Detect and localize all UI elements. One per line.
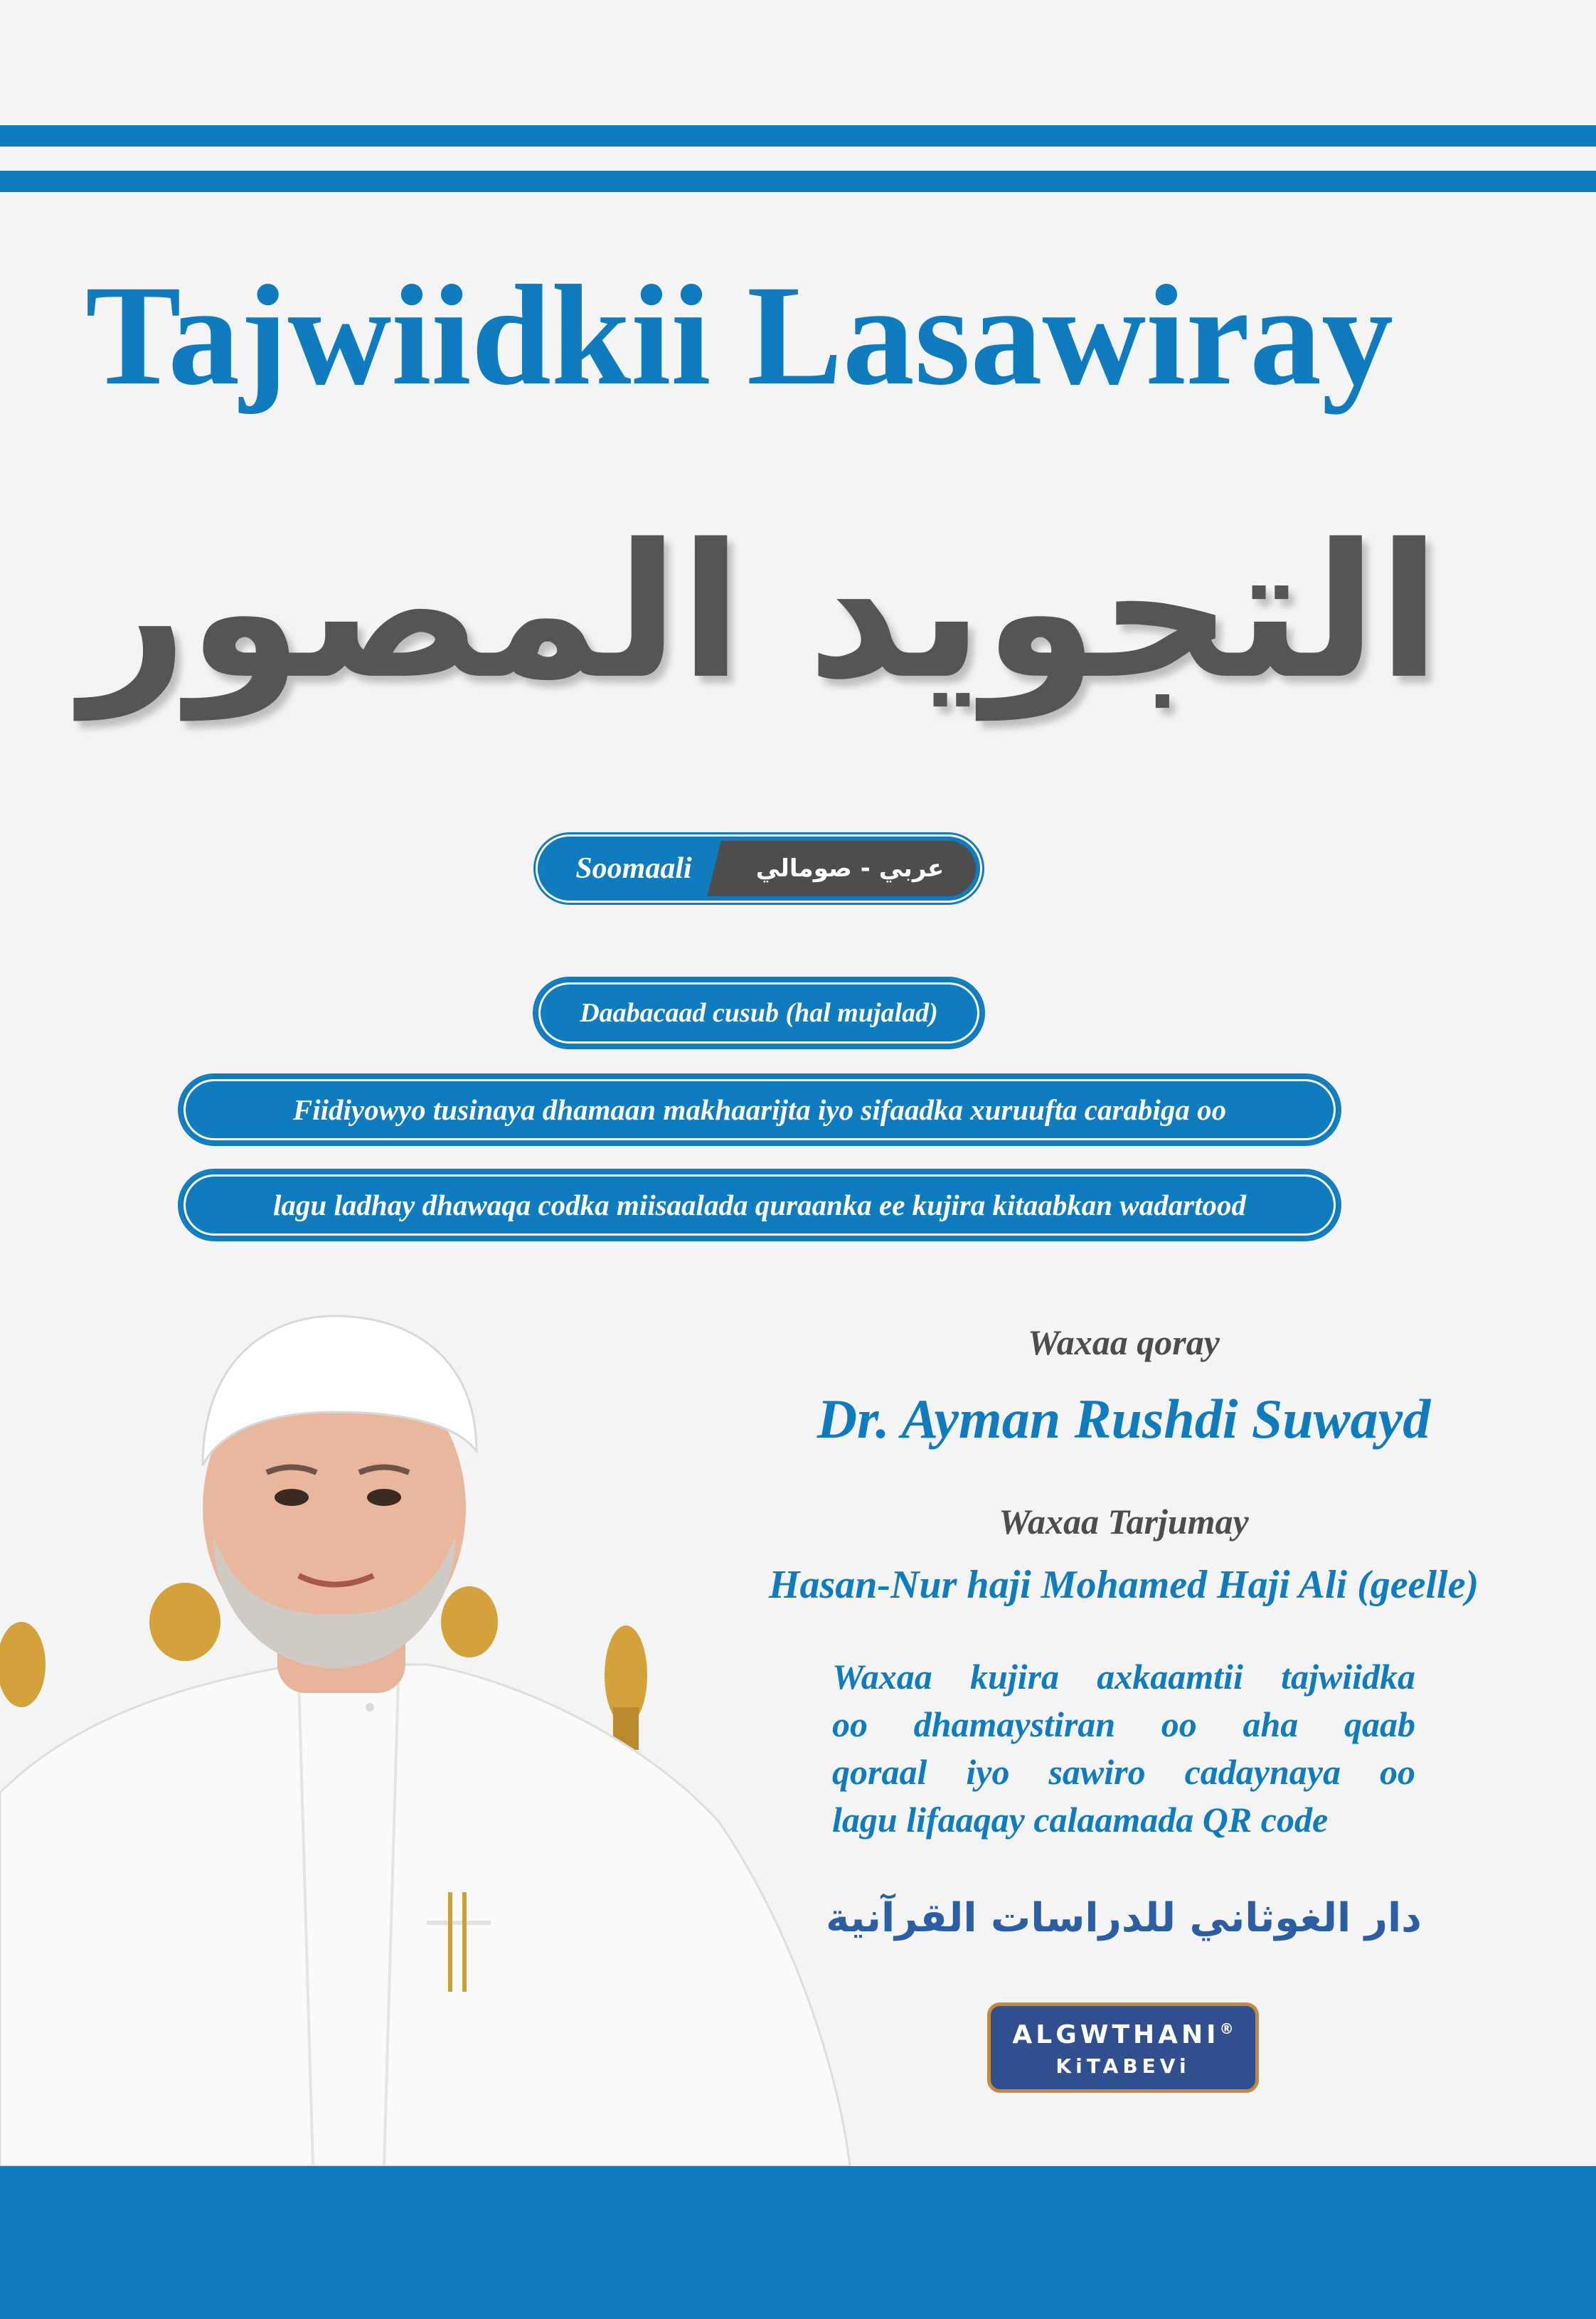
top-stripe-1 [0, 125, 1596, 147]
book-title: Tajwiidkii Lasawiray [85, 255, 1394, 415]
description-line: oo dhamaystiran oo aha qaab [832, 1704, 1415, 1744]
arabic-calligraphy-title [81, 441, 1441, 775]
language-arabic: عربي - صومالي [724, 841, 976, 896]
language-somali: Soomaali [575, 852, 692, 885]
publisher-arabic-logo [826, 1850, 1422, 1978]
description-line: Waxaa kujira axkaamtii tajwiidka [832, 1657, 1415, 1697]
bottom-band [0, 2166, 1596, 2319]
language-badge [538, 837, 980, 901]
description-line: lagu lifaaqay calaamada QR code [832, 1800, 1329, 1840]
publisher-logo-badge [987, 2002, 1259, 2093]
logo-bottom-text: KiTABEVi [1055, 2054, 1191, 2078]
publisher-arabic-text: دار الغوثاني للدراسات القرآنية [826, 1895, 1422, 1941]
author-name: Dr. Ayman Rushdi Suwayd [816, 1388, 1431, 1450]
author-label: Waxaa qoray [1028, 1322, 1220, 1362]
video-line-2: lagu ladhay dhawaqa codka miisaalada quraanka ee kujira kitaabkan wadartood [180, 1171, 1339, 1239]
translator-name: Hasan-Nur haji Mohamed Haji Ali (geelle) [768, 1563, 1479, 1607]
edition-badge: Daabacaad cusub (hal mujalad) [535, 979, 983, 1047]
white-robe [0, 1665, 850, 2166]
description-line: qoraal iyo sawiro cadaynaya oo [832, 1752, 1415, 1792]
description [832, 1653, 1415, 1844]
top-stripe-2 [0, 171, 1596, 192]
arabic-title-text: التجويد المصور [81, 505, 1441, 720]
logo-top-text: ALGWTHANI® [1012, 2020, 1234, 2049]
video-line-1: Fiidiyowyo tusinaya dhamaan makhaarijta iyo sifaadka xuruufta carabiga oo [180, 1076, 1339, 1144]
translator-label: Waxaa Tarjumay [999, 1502, 1249, 1541]
